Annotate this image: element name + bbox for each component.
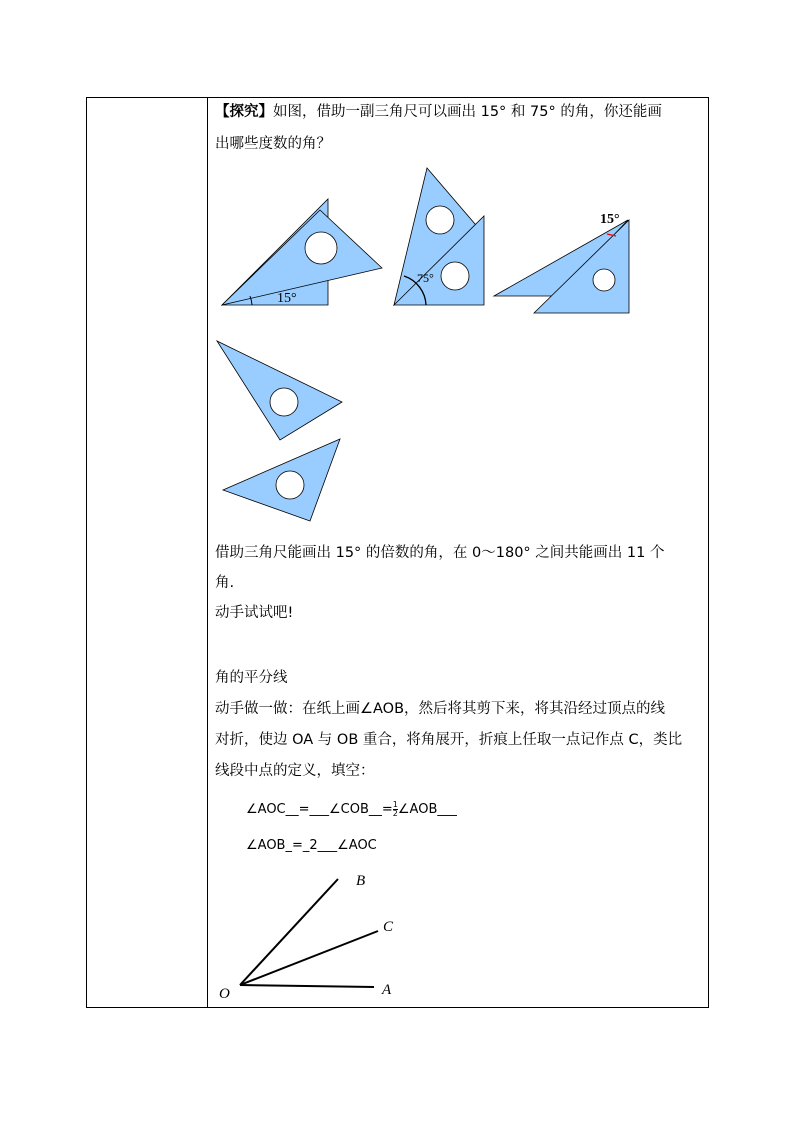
point-b-label: B	[356, 873, 366, 889]
ray-oa	[240, 985, 374, 987]
explore-question-line-1: 如图，借助一副三角尺可以画出 15° 和 75° 的角，你还能画	[273, 104, 662, 120]
answer-line-1: 借助三角尺能画出 15° 的倍数的角，在 0～180° 之间共能画出 11 个	[215, 545, 665, 561]
fig3-angle-label: 15°	[600, 212, 620, 227]
formula-1-right: ∠AOB___	[397, 802, 457, 817]
activity-line-2: 对折，使边 OA 与 OB 重合，将角展开，折痕上任取一点记作点 C，类比	[215, 732, 683, 748]
point-c-label: C	[383, 919, 394, 935]
point-a-label: A	[382, 982, 392, 998]
answer-line-2: 角.	[215, 575, 235, 591]
explore-bracket-title: 【探究】	[215, 104, 273, 120]
point-o-label: O	[219, 986, 230, 1002]
bisector-heading: 角的平分线	[215, 670, 288, 686]
fig2-angle-label: 75°	[417, 271, 434, 285]
ray-ob	[240, 879, 338, 985]
fraction-numerator: 1	[392, 800, 398, 809]
activity-line-3: 线段中点的定义，填空：	[215, 763, 375, 779]
ray-oc	[240, 931, 378, 985]
fig1-angle-label: 15°	[277, 291, 297, 306]
fraction-denominator: 2	[392, 809, 398, 818]
try-it-text: 动手试试吧!	[215, 605, 294, 621]
formula-1-left: ∠AOC__=___∠COB__=	[246, 802, 393, 817]
formula-2: ∠AOB_=_2___∠AOC	[246, 838, 377, 853]
explore-question-line-2: 出哪些度数的角？	[215, 136, 331, 152]
activity-line-1: 动手做一做：在纸上画∠AOB，然后将其剪下来，将其沿经过顶点的线	[215, 701, 666, 717]
